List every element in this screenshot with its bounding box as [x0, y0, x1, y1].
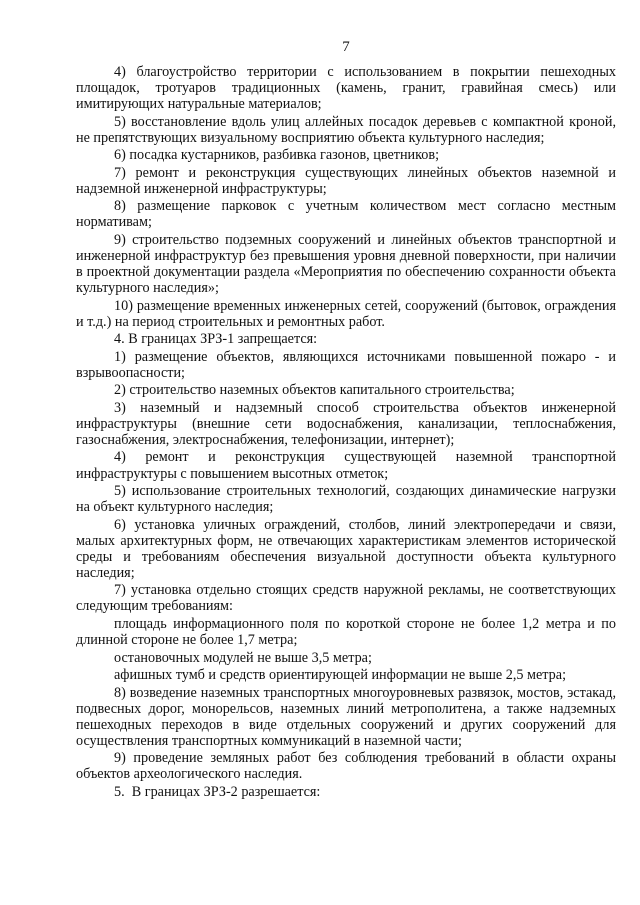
paragraph-prohibited-9-earthworks: 9) проведение земляных работ без соблюдения требований в области охраны объектов археологического наследия.	[76, 750, 616, 783]
paragraph-item-6-shrubs: 6) посадка кустарников, разбивка газонов, цветников;	[114, 147, 440, 164]
section-heading-zrz2-allowed: 5. В границах ЗРЗ-2 разрешается:	[114, 783, 321, 800]
page-number: 7	[342, 39, 350, 55]
paragraph-prohibited-4-transport-repair: 4) ремонт и реконструкция существующей наземной транспортной инфраструктуры с повышением высотных отметок;	[76, 449, 616, 482]
paragraph-item-9-underground: 9) строительство подземных сооружений и линейных объектов транспортной и инженерной инфраструктур без превышения уровня дневной поверхности, при наличии в проектной документации раздела «Мероприятия по обеспечению сохранности объекта культурного наследия»;	[76, 231, 616, 297]
paragraph-prohibited-5-dynamic-loads: 5) использование строительных технологий, создающих динамические нагрузки на объект культурного наследия;	[76, 483, 616, 516]
paragraph-item-4-landscaping: 4) благоустройство территории с использованием в покрытии пешеходных площадок, тротуаров традиционных (камень, гранит, гравийная смесь) или имитирующих натуральные материалов;	[76, 64, 616, 113]
paragraph-requirement-poster-stands: афишных тумб и средств ориентирующей информации не выше 2,5 метра;	[114, 667, 567, 684]
document-page	[76, 38, 616, 801]
paragraph-prohibited-2-ground-construction: 2) строительство наземных объектов капитального строительства;	[114, 382, 515, 399]
paragraph-prohibited-3-overground-networks: 3) наземный и надземный способ строительства объектов инженерной инфраструктуры (внешние сети водоснабжения, канализации, теплоснабжения, газоснабжения, электроснабжения, телефонизации, интернет);	[76, 399, 616, 448]
paragraph-item-7-repair-infrastructure: 7) ремонт и реконструкция существующих линейных объектов наземной и надземной инженерной инфраструктуры;	[76, 164, 616, 197]
paragraph-item-8-parking: 8) размещение парковок с учетным количеством мест согласно местным нормативам;	[76, 198, 616, 231]
paragraph-item-10-temporary-networks: 10) размещение временных инженерных сетей, сооружений (бытовок, ограждения и т.д.) на период строительных и ремонтных работ.	[76, 297, 616, 330]
paragraph-requirement-info-field: площадь информационного поля по короткой стороне не более 1,2 метра и по длинной стороне не более 1,7 метра;	[76, 615, 616, 649]
section-heading-zrz1-prohibited: 4. В границах ЗРЗ-1 запрещается:	[114, 331, 318, 348]
paragraph-prohibited-8-transport-interchanges: 8) возведение наземных транспортных многоуровневых развязок, мостов, эстакад, подвесных дорог, монорельсов, наземных линий метрополитена, а также надземных пешеходных переходов в виде отдельных сооружений и других сооружений для осуществления транспортных коммуникаций в наземной части;	[76, 684, 616, 749]
paragraph-requirement-stop-modules: остановочных модулей не выше 3,5 метра;	[114, 649, 372, 666]
paragraph-prohibited-7-advertising: 7) установка отдельно стоящих средств наружной рекламы, не соответствующих следующим требованиям:	[76, 582, 616, 615]
paragraph-prohibited-1-fire-hazard: 1) размещение объектов, являющихся источниками повышенной пожаро - и взрывоопасности;	[76, 348, 616, 381]
paragraph-prohibited-6-fences-poles: 6) установка уличных ограждений, столбов, линий электропередачи и связи, малых архитектурных форм, не отвечающих характеристикам элементов исторической среды и требованиям обеспечения визуальной доступности объекта культурного наследия;	[76, 516, 616, 581]
paragraph-item-5-alley-plantings: 5) восстановление вдоль улиц аллейных посадок деревьев с компактной кроной, не препятствующих визуальному восприятию объекта культурного наследия;	[76, 113, 616, 146]
